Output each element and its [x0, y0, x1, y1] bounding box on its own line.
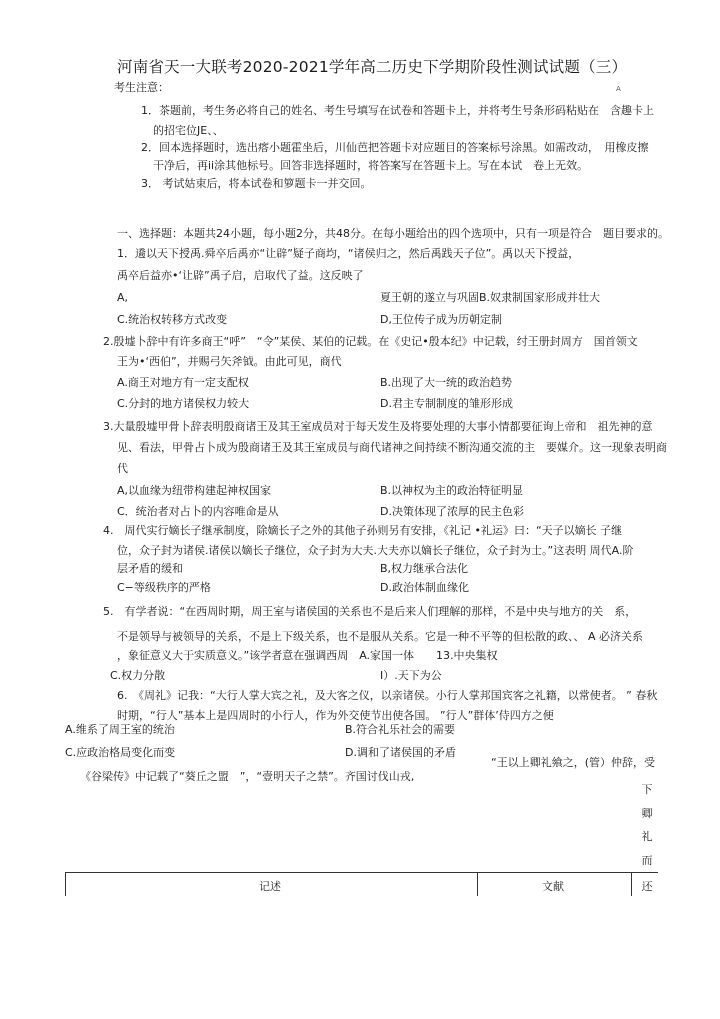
q3-option-a: A,以血缘为纽带构建起神权国家: [117, 484, 272, 497]
q6-option-a: A.维系了周王室的统治: [65, 723, 175, 736]
table-column-divider: [477, 872, 478, 896]
q5-option-c: C.权力分散: [110, 669, 166, 682]
q4-option-c: C−等级秩序的严格: [117, 581, 211, 594]
page-title: 河南省天一大联考2020-2021学年高二历史下学期阶段性测试试题（三）: [117, 58, 628, 76]
q4-stem-1: 4. 周代实行嫡长子继承制度，除嫡长子之外的其他子孙则另有安排，《礼记 •礼运》曰：“天子以嫡长 子继: [103, 524, 623, 537]
q1-option-a: A,: [117, 291, 129, 304]
q7-stem: 《谷梁传》中记载了“葵丘之盟 ”，“壹明天子之禁”。齐国讨伐山戎,: [80, 770, 415, 783]
notice-item-1-cont: 的招宅位JE、、: [153, 124, 224, 137]
q1-option-c: C.统治权转移方式改变: [117, 313, 228, 326]
table-header-source: 文献: [542, 880, 564, 893]
q5-stem-2: 不是领导与被领导的关系，不是上下级关系，也不是服从关系。它是一种不平等的但松散的政、、 A 必济关系: [117, 630, 644, 643]
q2-option-b: B.出现了大一统的政治趋势: [380, 376, 513, 389]
q3-stem-2: 见、看法，甲骨占卜成为殷商诸王及其王室成员与商代诸神之间持续不断沟通交流的主 要媒介。这一现象表明商: [117, 441, 667, 454]
q7-right-quote: “王以上卿礼飨之，(管）仲辞，受: [491, 756, 655, 769]
table-top-border: [65, 872, 658, 873]
notice-item-2: 2．回本选择题时，选出瘩小题霍坐后，川仙芭把答题卡对应题目的答案标号涂黑。如需改动， 用橡皮擦: [141, 141, 649, 154]
q6-stem-1: 6. 《周礼》记我：“大行人掌大宾之礼，及大客之仪，以亲诸侯。小行人掌邦国宾客之礼籍，以常使者。 ” 春秋: [117, 689, 658, 702]
q7-vertical-char-5: 还: [641, 880, 653, 893]
q5-stem-3: ，象征意义大于实质意义。”该学者意在强调西周 A.家国一体 13.中央集权: [117, 649, 498, 662]
q4-stem-2: 位，众子封为诸侯.诸侯以嫡长子继位，众子封为大夫.大夫亦以嫡长子继位，众子封为士。”这表明 周代A.阶: [117, 544, 634, 557]
q1-stem-1: 1．䢪以天下授禹.舜卒后禹亦“让辟”疑子商均，“诸侯归之，然后禹践天子位”。禹以天下授益，: [117, 247, 580, 260]
q6-option-c: C.应政治格局变化而变: [65, 746, 176, 759]
q7-vertical-char-1: 下: [641, 783, 653, 796]
q2-stem-2: 王为•‘西伯”，并赐弓矢斧钺。由此可见，商代: [117, 355, 342, 368]
notice-item-2-cont: 干净后，再ii涂其他标号。回答非选择题时，将答案写在答题卡上。写在本试 卷上无效。: [153, 159, 589, 172]
q2-option-c: C.分封的地方诸侯权力较大: [117, 397, 250, 410]
table-right-border: [631, 872, 632, 896]
q6-option-b: B.符合礼乐社会的需要: [345, 723, 456, 736]
q2-stem-1: 2.殷墟卜辞中有许多商王“呼” “令”某侯、某伯的记载。在《史记•殷本纪》中记载，纣王册封周方 国首领文: [103, 335, 638, 348]
q4-option-a-cont: 层矛盾的缓和: [117, 562, 183, 575]
q1-option-b: 夏王朝的遂立与巩固B.奴隶制国家形成并壮大: [380, 291, 601, 304]
table-left-border: [65, 872, 66, 896]
q7-vertical-char-3: 礼: [641, 830, 653, 843]
q6-stem-2: 时期，“行人”基本上是四周时的小行人，作为外交使节出使各国。 ”行人”群体’侍四方之便: [117, 709, 554, 722]
q7-vertical-char-4: 而: [641, 854, 653, 867]
q3-stem-3: 代: [117, 462, 128, 475]
q2-option-d: D.君主专制制度的雏形形成: [380, 397, 513, 410]
notice-item-1: 1．茶题前，考生务必将自己的姓名、考生号填写在试卷和答题卡上，并将考生号条形码粘贴在 含趣卡上: [141, 104, 654, 117]
table-header-record: 记述: [259, 880, 281, 893]
q3-stem-1: 3.大量殷墟甲骨卜辞表明殷商诸王及其王室成员对于每天发生及将要处理的大事小情都要征询上帝和 祖先神的意: [103, 420, 653, 433]
section-heading: 一、选择题：本题共24小题，每小题2分，共48分。在每小题给出的四个选项中，只有一项是符合 题目要求的。: [117, 227, 669, 240]
q6-option-d: D.调和了诸侯国的矛盾: [345, 746, 456, 759]
notice-mark: A: [616, 85, 621, 93]
q1-option-d: D,王位传子成为历朝定制: [380, 313, 502, 326]
q7-vertical-char-2: 卿: [641, 807, 653, 820]
q5-stem-1: 5. 有学者说：“在西周时期，周王室与诸侯国的关系也不是后来人们理解的那样，不是中央与地方的关 系，: [103, 605, 637, 618]
q4-option-d: D.政治体制血缘化: [380, 581, 469, 594]
notice-item-3: 3． 考试姑束后，将本试卷和箩题卡一并交回。: [141, 177, 372, 190]
q3-option-b: B.以神权为主的政治特征明显: [380, 484, 524, 497]
notice-heading: 考生注意：: [114, 81, 169, 94]
q2-option-a: A.商王对地方有一定支配权: [117, 376, 249, 389]
q3-option-d: D.决策体现了浓厚的民主色彩: [380, 505, 524, 518]
q4-option-b: B,权力继承合法化: [380, 562, 469, 575]
q5-option-d: I）.天下为公: [380, 669, 442, 682]
q1-stem-2: 禹卒后益亦•‘让辟”禹子启，启取代了益。这反映了: [117, 269, 364, 282]
q3-option-c: C．统治者对占卜的内容唯命是从: [117, 505, 279, 518]
